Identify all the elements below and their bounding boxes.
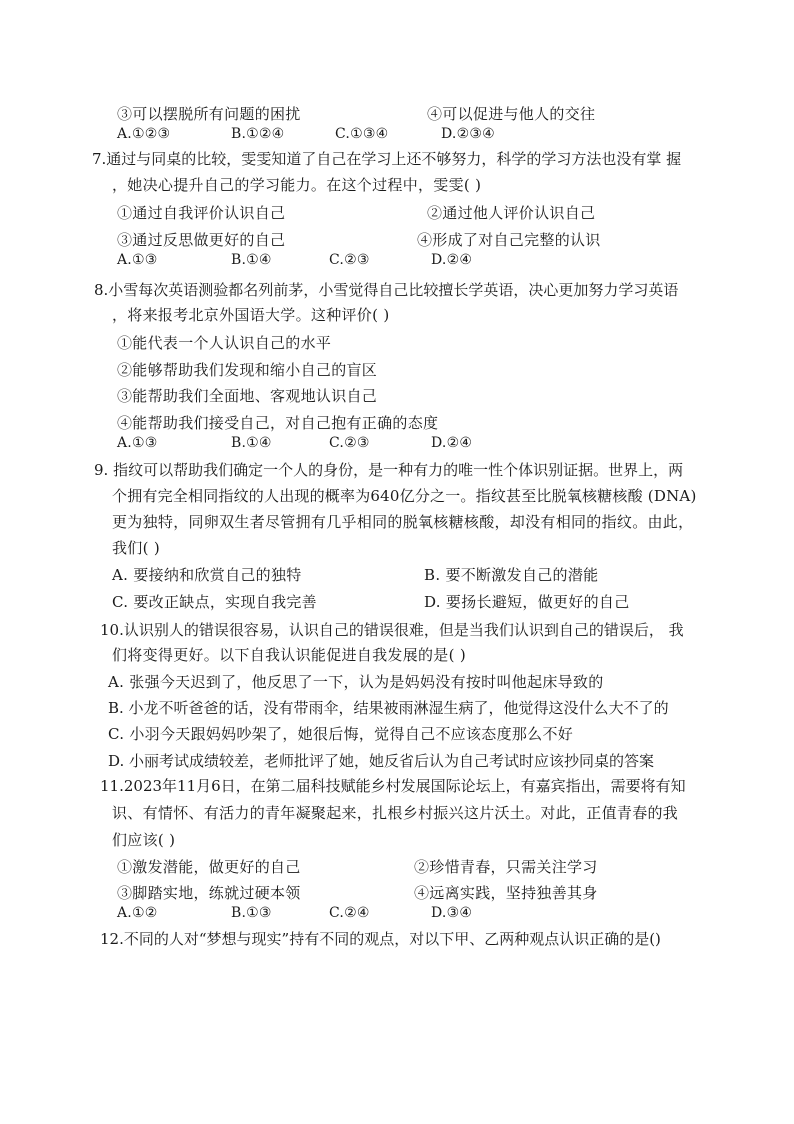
q8-stem-line-1: 8.小雪每次英语测验都名列前茅，小雪觉得自己比较擅长学英语，决心更加努力学习英语 xyxy=(94,281,679,299)
q9-stem-line-2: 个拥有完全相同指纹的人出现的概率为640亿分之一。指纹甚至比脱氧核糖核酸 (DNA) xyxy=(112,487,697,505)
q9-option-c: C. 要改正缺点，实现自我完善 xyxy=(112,593,317,611)
q6-option-3: ③可以摆脱所有问题的困扰 xyxy=(117,105,301,123)
q9-option-b: B. 要不断激发自己的潜能 xyxy=(424,566,599,584)
q11-stem-line-2: 识、有情怀、有活力的青年凝聚起来，扎根乡村振兴这片沃土。对此，正值青春的我 xyxy=(112,804,679,822)
q10-stem-line-2: 们将变得更好。以下自我认识能促进自我发展的是( ) xyxy=(112,646,466,664)
q7-choice-b: B.①④ xyxy=(231,252,272,268)
q8-option-3: ③能帮助我们全面地、客观地认识自己 xyxy=(117,387,378,405)
q6-choice-a: A.①②③ xyxy=(117,126,171,142)
q8-choice-d: D.②④ xyxy=(431,435,473,451)
q10-option-b: B. 小龙不听爸爸的话，没有带雨伞，结果被雨淋湿生病了，他觉得这没什么大不了的 xyxy=(108,699,669,717)
q11-option-1: ①激发潜能，做更好的自己 xyxy=(117,858,301,876)
q7-stem-line-1: 7.通过与同桌的比较，雯雯知道了自己在学习上还不够努力，科学的学习方法也没有掌 握 xyxy=(92,150,682,168)
q7-choice-a: A.①③ xyxy=(117,252,158,268)
q11-choice-c: C.②④ xyxy=(329,905,370,921)
q7-option-1: ①通过自我评价认识自己 xyxy=(117,204,286,222)
q12-stem-line-1: 12.不同的人对“梦想与现实”持有不同的观点，对以下甲、乙两种观点认识正确的是() xyxy=(100,930,661,948)
q10-option-d: D. 小丽考试成绩较差，老师批评了她，她反省后认为自己考试时应该抄同桌的答案 xyxy=(108,752,655,770)
q9-option-d: D. 要扬长避短，做更好的自己 xyxy=(424,593,630,611)
q8-choice-a: A.①③ xyxy=(117,435,158,451)
q8-option-1: ①能代表一个人认识自己的水平 xyxy=(117,334,332,352)
q11-choice-a: A.①② xyxy=(117,905,158,921)
q10-stem-line-1: 10.认识别人的错误很容易，认识自己的错误很难，但是当我们认识到自己的错误后， 我 xyxy=(100,621,684,639)
q11-stem-line-3: 们应该( ) xyxy=(112,831,176,849)
q7-option-3: ③通过反思做更好的自己 xyxy=(117,231,286,249)
q10-option-a: A. 张强今天迟到了，他反思了一下，认为是妈妈没有按时叫他起床导致的 xyxy=(108,673,604,691)
q7-choice-d: D.②④ xyxy=(431,252,473,268)
q9-stem-line-3: 更为独特，同卵双生者尽管拥有几乎相同的脱氧核糖核酸，却没有相同的指纹。由此， xyxy=(112,513,694,531)
q6-choice-d: D.②③④ xyxy=(441,126,495,142)
q11-choice-b: B.①③ xyxy=(231,905,272,921)
q11-option-2: ②珍惜青春，只需关注学习 xyxy=(414,858,598,876)
q6-option-4: ④可以促进与他人的交往 xyxy=(427,105,596,123)
q8-stem-line-2: ，将来报考北京外国语大学。这种评价( ) xyxy=(112,306,390,324)
q8-option-4: ④能帮助我们接受自己，对自己抱有正确的态度 xyxy=(117,414,439,432)
q9-stem-line-1: 9. 指纹可以帮助我们确定一个人的身份，是一种有力的唯一性个体识别证据。世界上，两 xyxy=(94,461,684,479)
q8-choice-b: B.①④ xyxy=(231,435,272,451)
q8-option-2: ②能够帮助我们发现和缩小自己的盲区 xyxy=(117,361,378,379)
q10-option-c: C. 小羽今天跟妈妈吵架了，她很后悔，觉得自己不应该态度那么不好 xyxy=(108,725,574,743)
q11-choice-d: D.③④ xyxy=(431,905,473,921)
q7-choice-c: C.②③ xyxy=(329,252,370,268)
q11-option-4: ④远离实践，坚持独善其身 xyxy=(414,884,598,902)
q9-option-a: A. 要接纳和欣赏自己的独特 xyxy=(112,566,302,584)
q11-stem-line-1: 11.2023年11月6日，在第二届科技赋能乡村发展国际论坛上，有嘉宾指出，需要将有知 xyxy=(100,777,686,795)
q11-option-3: ③脚踏实地，练就过硬本领 xyxy=(117,884,301,902)
q6-choice-b: B.①②④ xyxy=(231,126,285,142)
q7-option-4: ④形成了对自己完整的认识 xyxy=(417,231,601,249)
q9-stem-line-4: 我们( ) xyxy=(112,539,160,557)
q7-option-2: ②通过他人评价认识自己 xyxy=(427,204,596,222)
q7-stem-line-2: ，她决心提升自己的学习能力。在这个过程中，雯雯( ) xyxy=(112,176,482,194)
q6-choice-c: C.①③④ xyxy=(335,126,389,142)
q8-choice-c: C.②③ xyxy=(329,435,370,451)
